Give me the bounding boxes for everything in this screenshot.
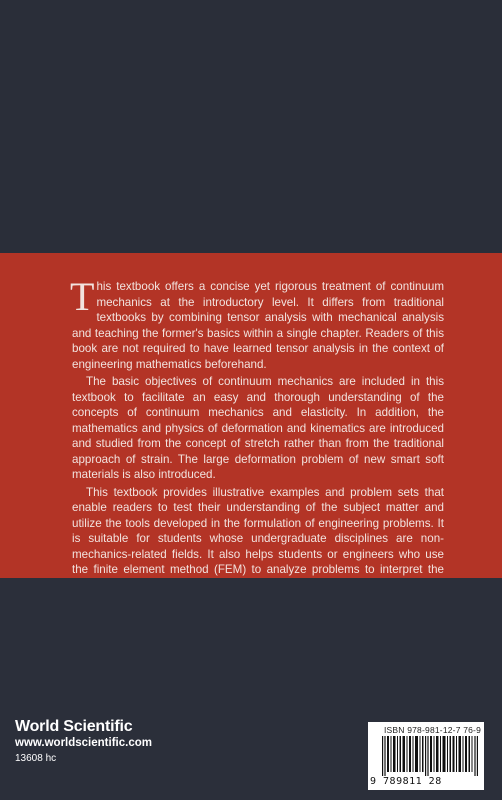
publisher-block — [15, 718, 152, 766]
barcode-digits: 9 789811 28 — [370, 776, 442, 787]
blurb-paragraph-1-text: his textbook offers a concise yet rigorous treatment of continuum mechanics at the introductory level. It differs from traditional textbooks by combining tensor analysis with mechanical analysis and teaching the former's basics within a single chapter. Readers of this book are not required to have learned tensor analysis in the context of engineering mathematics beforehand. — [72, 280, 444, 371]
blurb-paragraph-3: This textbook provides illustrative examples and problem sets that enable readers to test their understanding of the subject matter and utilize the tools developed in the formulation of engineering problems. It is suitable for students whose undergraduate disciplines are non-mechanics-related fields. It also helps students or engineers who use the finite element method (FEM) to analyze problems to interpret the — [72, 485, 444, 576]
publisher-name: World Scientific — [15, 718, 133, 735]
isbn-label: ISBN 978-981-12-7 76-9 — [384, 725, 482, 735]
barcode — [368, 722, 484, 790]
barcode-bars — [382, 736, 478, 776]
publisher-code: 13608 hc — [15, 753, 57, 764]
top-background — [0, 0, 502, 253]
publisher-url: www.worldscientific.com — [15, 737, 152, 749]
drop-cap: T — [70, 274, 95, 319]
blurb-paragraph-1 — [70, 274, 444, 372]
blurb-panel — [0, 253, 502, 578]
blurb-paragraph-2: The basic objectives of continuum mechanics are included in this textbook to facilitate an easy and thorough understanding of the concepts of continuum mechanics and elasticity. In addition, the mathematics and physics of deformation and kinematics are introduced and studied from the concept of stretch rather than from the traditional approach of strain. The large deformation problem of new smart soft materials is also introduced. — [72, 375, 444, 481]
